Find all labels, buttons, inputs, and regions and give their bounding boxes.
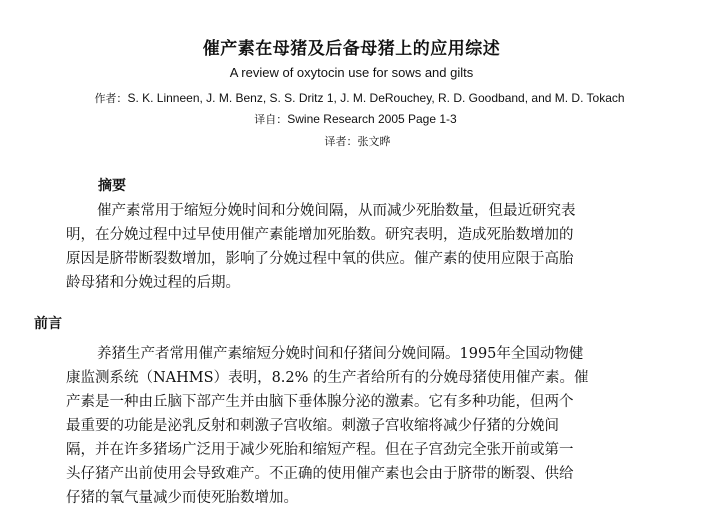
- author-label: 作者：: [94, 92, 128, 105]
- source-label: 译自：: [254, 113, 288, 126]
- source-line: [4, 111, 703, 127]
- paper-title: 催产素在母猪及后备母猪上的应用综述: [202, 39, 501, 59]
- intro-line: 最重要的功能是泌乳反射和刺激子宫收缩。刺激子宫收缩将减少仔猪的分娩间: [66, 418, 559, 434]
- intro-line: 养猪生产者常用催产素缩短分娩时间和仔猪间分娩间隔。1995年全国动物健: [97, 346, 584, 362]
- paper-subtitle: A review of oxytocin use for sows and gilts: [229, 65, 474, 80]
- author-line: [8, 90, 703, 106]
- abstract-line: 催产素常用于缩短分娩时间和分娩间隔，从而减少死胎数量，但最近研究表: [97, 203, 576, 219]
- translator-label: 译者：: [324, 135, 358, 148]
- translator-line: [6, 133, 703, 149]
- intro-line: 隔，并在许多猪场广泛用于减少死胎和缩短产程。但在子宫劲完全张开前或第一: [66, 442, 574, 458]
- abstract-line: 明，在分娩过程中过早使用催产素能增加死胎数。研究表明，造成死胎数增加的: [66, 227, 574, 243]
- intro-paragraph: [66, 342, 686, 510]
- source-text: Swine Research 2005 Page 1-3: [287, 112, 457, 126]
- intro-line: 头仔猪产出前使用会导致难产。不正确的使用催产素也会由于脐带的断裂、供给: [66, 466, 574, 482]
- abstract-line: 原因是脐带断裂数增加，影响了分娩过程中氧的供应。催产素的使用应限于高胎: [66, 251, 574, 267]
- abstract-line: 龄母猪和分娩过程的后期。: [66, 275, 240, 291]
- intro-line: 仔猪的氧气量减少而使死胎数增加。: [66, 490, 298, 506]
- intro-heading: 前言: [34, 316, 62, 332]
- translator-name: 张文晔: [357, 135, 391, 148]
- intro-line: 康监测系统（NAHMS）表明，8.2% 的生产者给所有的分娩母猪使用催产素。催: [66, 370, 589, 386]
- author-names: S. K. Linneen, J. M. Benz, S. S. Dritz 1, J. M. DeRouchey, R. D. Goodband, and M. D. Tokach: [127, 91, 625, 105]
- abstract-paragraph: [66, 199, 686, 295]
- abstract-heading: 摘要: [98, 178, 126, 194]
- intro-line: 产素是一种由丘脑下部产生并由脑下垂体腺分泌的激素。它有多种功能，但两个: [66, 394, 574, 410]
